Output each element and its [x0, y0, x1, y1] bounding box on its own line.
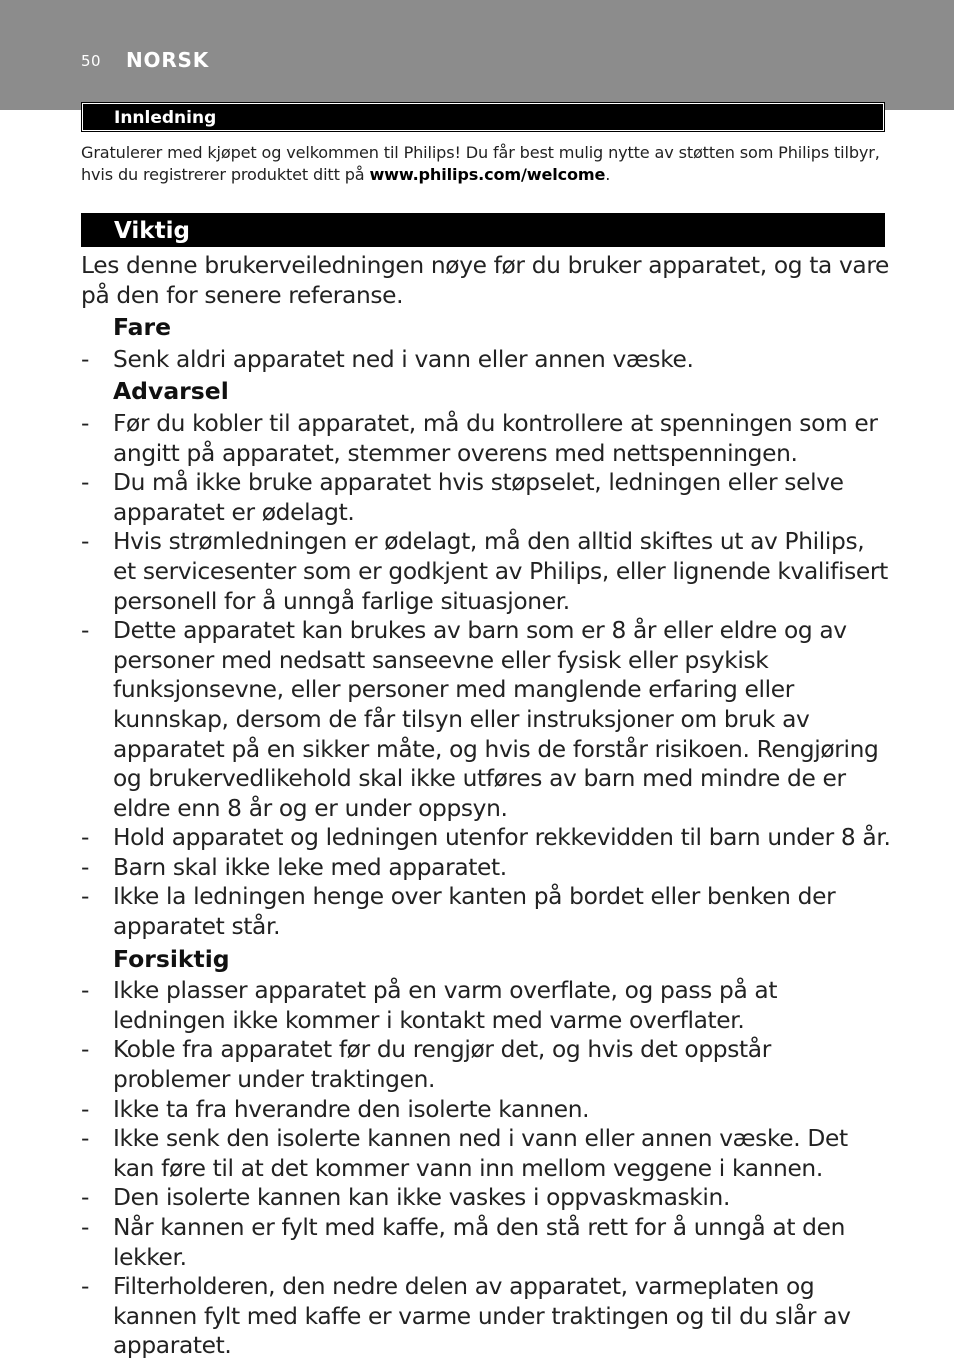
- section-title-introduction: Innledning: [114, 108, 217, 128]
- bullet-dash: -: [81, 977, 90, 1005]
- list-item: [81, 409, 891, 468]
- list-item-text: Når kannen er fylt med kaffe, må den stå rett for å unngå at den lekker.: [113, 1214, 845, 1271]
- list-item-text: Hvis strømledningen er ødelagt, må den alltid skiftes ut av Philips, et servicesenter som er godkjent av Philips, eller lignende kvalifisert personell for å unngå farlige situasjoner.: [113, 528, 888, 615]
- list-item: [81, 527, 891, 616]
- important-content: [81, 251, 891, 1361]
- list-item: [81, 882, 891, 941]
- bullet-dash: -: [81, 1036, 90, 1064]
- list-item-text: Den isolerte kannen kan ikke vaskes i oppvaskmaskin.: [113, 1184, 731, 1212]
- list-item-text: Ikke ta fra hverandre den isolerte kannen.: [113, 1095, 590, 1123]
- bullet-dash: -: [81, 824, 90, 852]
- list-item: [81, 823, 891, 853]
- list-item-text: Ikke plasser apparatet på en varm overflate, og pass på at ledningen ikke kommer i kontakt med varme overflater.: [113, 977, 778, 1034]
- bullet-dash: -: [81, 617, 90, 645]
- list-item-text: Koble fra apparatet før du rengjør det, og hvis det oppstår problemer under traktingen.: [113, 1036, 771, 1094]
- list-item: [81, 1095, 891, 1125]
- section-title-important: Viktig: [114, 218, 190, 244]
- intro-text: Gratulerer med kjøpet og velkommen til Philips! Du får best mulig nytte av støtten som Philips tilbyr, hvis du registrerer produktet ditt på: [81, 143, 880, 184]
- important-intro: Les denne brukerveiledningen nøye før du bruker apparatet, og ta vare på den for senere referanse.: [81, 252, 890, 309]
- caution-heading: Forsiktig: [113, 944, 230, 973]
- bullet-dash: -: [81, 409, 90, 437]
- page-number: 50: [81, 52, 102, 70]
- danger-list: [81, 345, 891, 375]
- list-item-text: Senk aldri apparatet ned i vann eller annen væske.: [113, 345, 694, 373]
- list-item-text: Ikke senk den isolerte kannen ned i vann eller annen væske. Det kan føre til at det kommer vann inn mellom veggene i kannen.: [113, 1125, 848, 1182]
- list-item-text: Du må ikke bruke apparatet hvis støpselet, ledningen eller selve apparatet er ødelagt.: [113, 469, 844, 526]
- section-bar-important: [81, 213, 885, 247]
- list-item: [81, 1183, 891, 1213]
- list-item: [81, 1213, 891, 1272]
- bullet-dash: -: [81, 345, 90, 373]
- welcome-link[interactable]: www.philips.com/welcome: [369, 165, 606, 184]
- intro-text-end: .: [605, 165, 611, 184]
- list-item-text: Dette apparatet kan brukes av barn som er 8 år eller eldre og av personer med nedsatt sanseevne eller fysisk eller psykisk funksjonsevne, eller personer med manglende erfaring eller kunnskap, dersom de får tilsyn eller instruksjoner om bruk av apparatet på en sikker måte, og hvis de forstår risikoen. Rengjøring og brukervedlikehold skal ikke utføres av barn med mindre de er eldre enn 8 år og er under oppsyn.: [113, 617, 879, 822]
- list-item-text: Filterholderen, den nedre delen av apparatet, varmeplaten og kannen fylt med kaffe er varme under traktingen og til du slår av apparatet.: [113, 1273, 851, 1360]
- list-item: [81, 345, 891, 375]
- list-item-text: Barn skal ikke leke med apparatet.: [113, 853, 507, 881]
- intro-paragraph: [81, 142, 891, 186]
- bullet-dash: -: [81, 1184, 90, 1212]
- language-label: NORSK: [126, 48, 210, 72]
- list-item: [81, 616, 891, 823]
- section-bar-introduction: [81, 102, 885, 132]
- danger-heading: Fare: [113, 313, 172, 342]
- list-item-text: Hold apparatet og ledningen utenfor rekkevidden til barn under 8 år.: [113, 824, 891, 852]
- warning-list: [81, 409, 891, 942]
- list-item: [81, 1035, 891, 1094]
- bullet-dash: -: [81, 1214, 90, 1241]
- bullet-dash: -: [81, 1095, 90, 1123]
- bullet-dash: -: [81, 1125, 90, 1153]
- bullet-dash: -: [81, 469, 90, 497]
- list-item: [81, 1272, 891, 1361]
- list-item-text: Før du kobler til apparatet, må du kontrollere at spenningen som er angitt på apparatet, stemmer overens med nettspenningen.: [113, 409, 878, 467]
- list-item: [81, 853, 891, 883]
- caution-list: [81, 976, 891, 1361]
- bullet-dash: -: [81, 528, 90, 556]
- warning-heading: Advarsel: [113, 377, 229, 406]
- list-item-text: Ikke la ledningen henge over kanten på bordet eller benken der apparatet står.: [113, 883, 836, 941]
- list-item: [81, 468, 891, 527]
- list-item: [81, 1124, 891, 1183]
- bullet-dash: -: [81, 1273, 90, 1301]
- bullet-dash: -: [81, 853, 90, 881]
- bullet-dash: -: [81, 883, 90, 911]
- list-item: [81, 976, 891, 1035]
